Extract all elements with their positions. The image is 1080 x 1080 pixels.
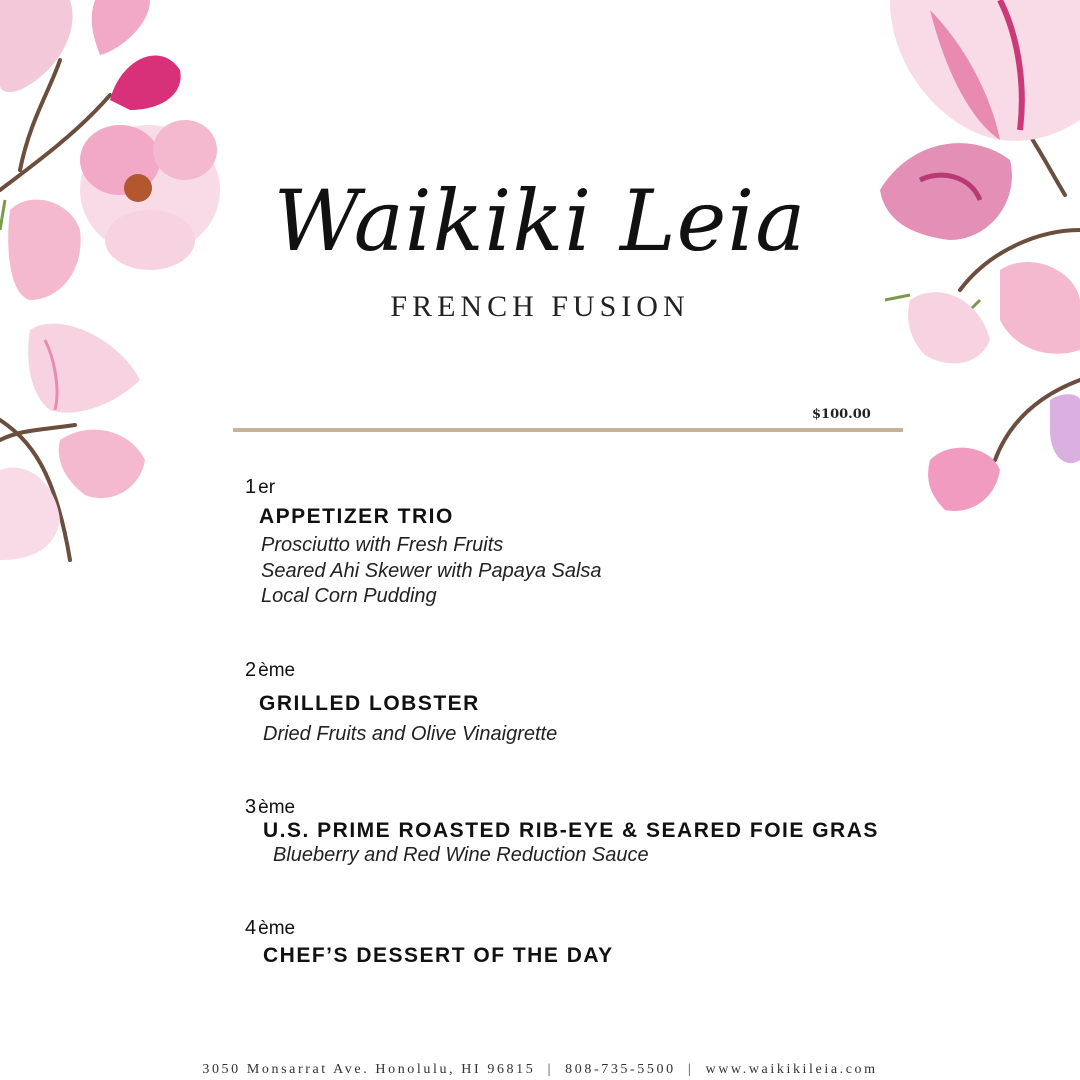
footer-separator: | [687,1062,694,1077]
course-number: 3 ème [245,796,296,818]
course-title: APPETIZER TRIO [259,505,454,528]
menu-price: $100.00 [812,407,871,422]
footer-address: 3050 Monsarrat Ave. Honolulu, HI 96815 [202,1062,536,1077]
course-number: 2 ème [245,659,296,681]
restaurant-name: Waikiki Leia [273,172,807,270]
course-3 [245,796,879,869]
course-title: U.S. PRIME ROASTED RIB-EYE & SEARED FOIE GRAS [263,819,879,842]
restaurant-tagline: FRENCH FUSION [390,290,690,323]
course-4 [245,917,614,968]
footer-phone: 808-735-5500 [565,1062,676,1077]
course-number: 1 er [245,476,276,498]
course-item: Local Corn Pudding [261,585,437,607]
course-title: GRILLED LOBSTER [259,692,480,715]
footer-contact [0,1062,1080,1078]
course-item: Dried Fruits and Olive Vinaigrette [263,723,558,745]
divider-line [233,428,903,432]
course-1 [245,476,602,610]
course-item: Prosciutto with Fresh Fruits [261,534,504,556]
course-item: Blueberry and Red Wine Reduction Sauce [273,844,649,866]
course-2 [245,659,557,748]
footer-separator: | [547,1062,553,1077]
course-item: Seared Ahi Skewer with Papaya Salsa [261,559,602,582]
course-number: 4 ème [245,917,296,939]
footer-website-link[interactable]: www.waikikileia.com [705,1062,878,1077]
magnolia-illustration-left [0,0,240,565]
course-title: CHEF’S DESSERT OF THE DAY [263,944,614,967]
